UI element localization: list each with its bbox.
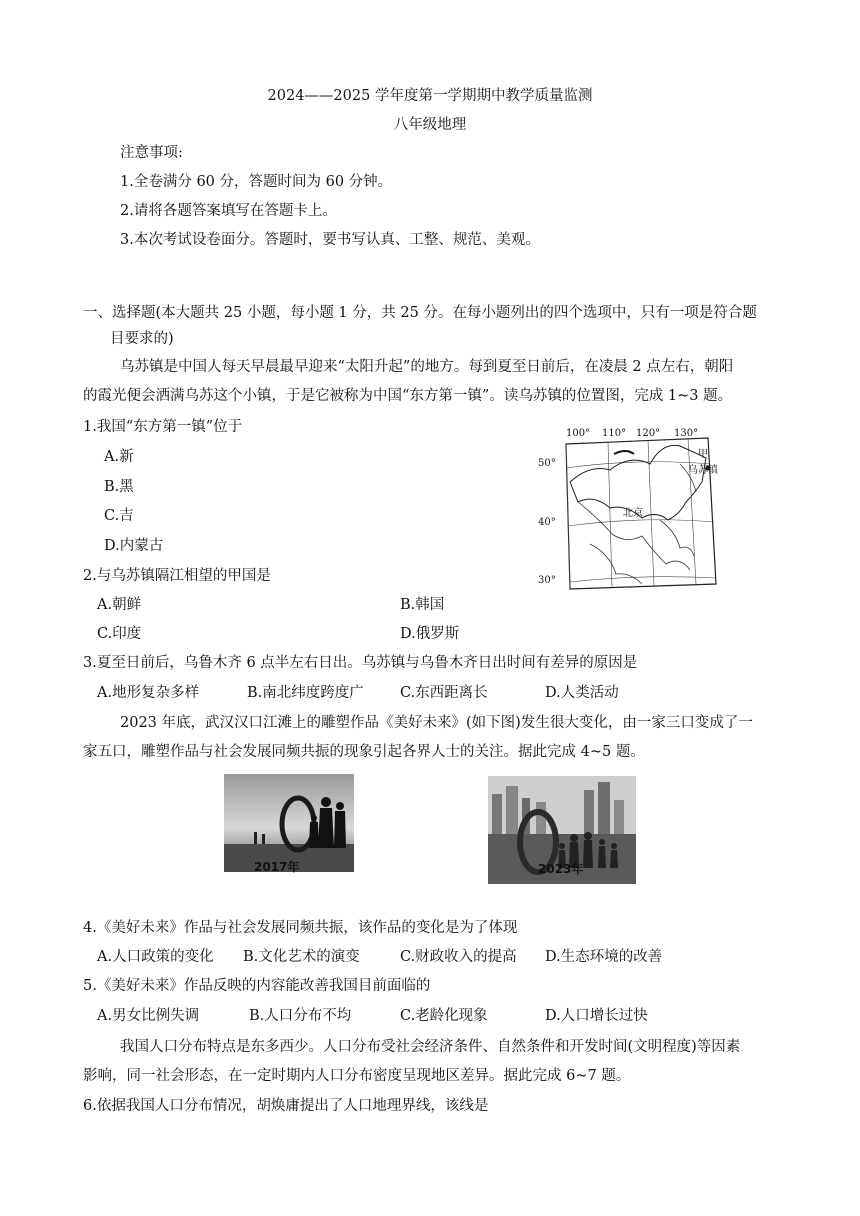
map-lon-label: 110° — [602, 428, 627, 439]
question-5-option-a[interactable]: A.男女比例失调 — [97, 1008, 200, 1024]
sculpture-photo-2017 — [224, 774, 354, 872]
passage-1-line-1: 乌苏镇是中国人每天早晨最早迎来“太阳升起”的地方。每到夏至日前后，在凌晨 2 点左右，朝阳 — [120, 359, 734, 375]
photo-2017-caption: 2017年 — [254, 860, 300, 874]
question-3-option-b[interactable]: B.南北纬度跨度广 — [247, 685, 364, 701]
notes-item-1: 1.全卷满分 60 分，答题时间为 60 分钟。 — [120, 174, 393, 190]
notes-item-2: 2.请将各题答案填写在答题卡上。 — [120, 203, 337, 219]
question-4-option-c[interactable]: C.财政收入的提高 — [400, 949, 517, 965]
map-label-wusu: 乌苏镇 — [688, 465, 718, 476]
question-2-option-c[interactable]: C.印度 — [97, 626, 142, 642]
exam-title: 2024——2025 学年度第一学期期中教学质量监测 — [267, 88, 593, 104]
question-2-option-b[interactable]: B.韩国 — [400, 597, 445, 613]
map-label-jia: 甲 — [698, 449, 708, 460]
question-1-option-d[interactable]: D.内蒙古 — [104, 538, 164, 554]
question-6-stem: 6.依据我国人口分布情况，胡焕庸提出了人口地理界线，该线是 — [83, 1098, 489, 1114]
question-4-option-a[interactable]: A.人口政策的变化 — [97, 949, 214, 965]
question-1-option-b[interactable]: B.黑 — [104, 479, 134, 495]
map-lat-label: 40° — [538, 517, 556, 528]
question-3-option-a[interactable]: A.地形复杂多样 — [97, 685, 200, 701]
map-lon-label: 120° — [636, 428, 661, 439]
sculpture-photo-2023 — [488, 776, 636, 884]
question-5-option-b[interactable]: B.人口分布不均 — [249, 1008, 352, 1024]
wusu-location-map — [530, 424, 720, 596]
question-5-option-d[interactable]: D.人口增长过快 — [545, 1008, 648, 1024]
passage-2-line-1: 2023 年底，武汉汉口江滩上的雕塑作品《美好未来》(如下图)发生很大变化，由一家三口变成了一 — [120, 715, 753, 731]
question-4-option-b[interactable]: B.文化艺术的演变 — [243, 949, 360, 965]
question-4-option-d[interactable]: D.生态环境的改善 — [545, 949, 663, 965]
passage-1-line-2: 的霞光便会洒满乌苏这个小镇，于是它被称为中国“东方第一镇”。读乌苏镇的位置图，完成 1~3 题。 — [83, 388, 733, 404]
question-2-option-d[interactable]: D.俄罗斯 — [400, 626, 460, 642]
question-3-option-c[interactable]: C.东西距离长 — [400, 685, 488, 701]
question-1-option-c[interactable]: C.吉 — [104, 508, 134, 524]
question-1-stem: 1.我国“东方第一镇”位于 — [83, 419, 243, 435]
section-heading-line-1: 一、选择题(本大题共 25 小题，每小题 1 分，共 25 分。在每小题列出的四个选项中，只有一项是符合题 — [83, 305, 757, 321]
map-lat-label: 30° — [538, 575, 556, 586]
question-3-option-d[interactable]: D.人类活动 — [545, 685, 619, 701]
section-heading-line-2: 目要求的) — [110, 331, 174, 347]
question-2-stem: 2.与乌苏镇隔江相望的甲国是 — [83, 568, 271, 584]
exam-subtitle: 八年级地理 — [393, 117, 467, 133]
map-lon-label: 130° — [674, 428, 699, 439]
question-3-stem: 3.夏至日前后，乌鲁木齐 6 点半左右日出。乌苏镇与乌鲁木齐日出时间有差异的原因是 — [83, 655, 638, 671]
passage-3-line-1: 我国人口分布特点是东多西少。人口分布受社会经济条件、自然条件和开发时间(文明程度)等因素 — [120, 1039, 741, 1055]
passage-3-line-2: 影响，同一社会形态，在一定时期内人口分布密度呈现地区差异。据此完成 6~7 题。 — [83, 1068, 631, 1084]
question-2-option-a[interactable]: A.朝鲜 — [97, 597, 142, 613]
photo-2023-caption: 2023年 — [538, 862, 584, 876]
passage-2-line-2: 家五口，雕塑作品与社会发展同频共振的现象引起各界人士的关注。据此完成 4~5 题。 — [83, 744, 645, 760]
notes-heading: 注意事项: — [120, 145, 183, 161]
map-label-beijing: 北京 — [623, 508, 643, 519]
question-5-stem: 5.《美好未来》作品反映的内容能改善我国目前面临的 — [83, 978, 431, 994]
map-lat-label: 50° — [538, 458, 556, 469]
map-lon-label: 100° — [566, 428, 591, 439]
question-4-stem: 4.《美好未来》作品与社会发展同频共振，该作品的变化是为了体现 — [83, 920, 518, 936]
question-5-option-c[interactable]: C.老龄化现象 — [400, 1008, 488, 1024]
question-1-option-a[interactable]: A.新 — [104, 449, 134, 465]
notes-item-3: 3.本次考试设卷面分。答题时，要书写认真、工整、规范、美观。 — [120, 232, 540, 248]
